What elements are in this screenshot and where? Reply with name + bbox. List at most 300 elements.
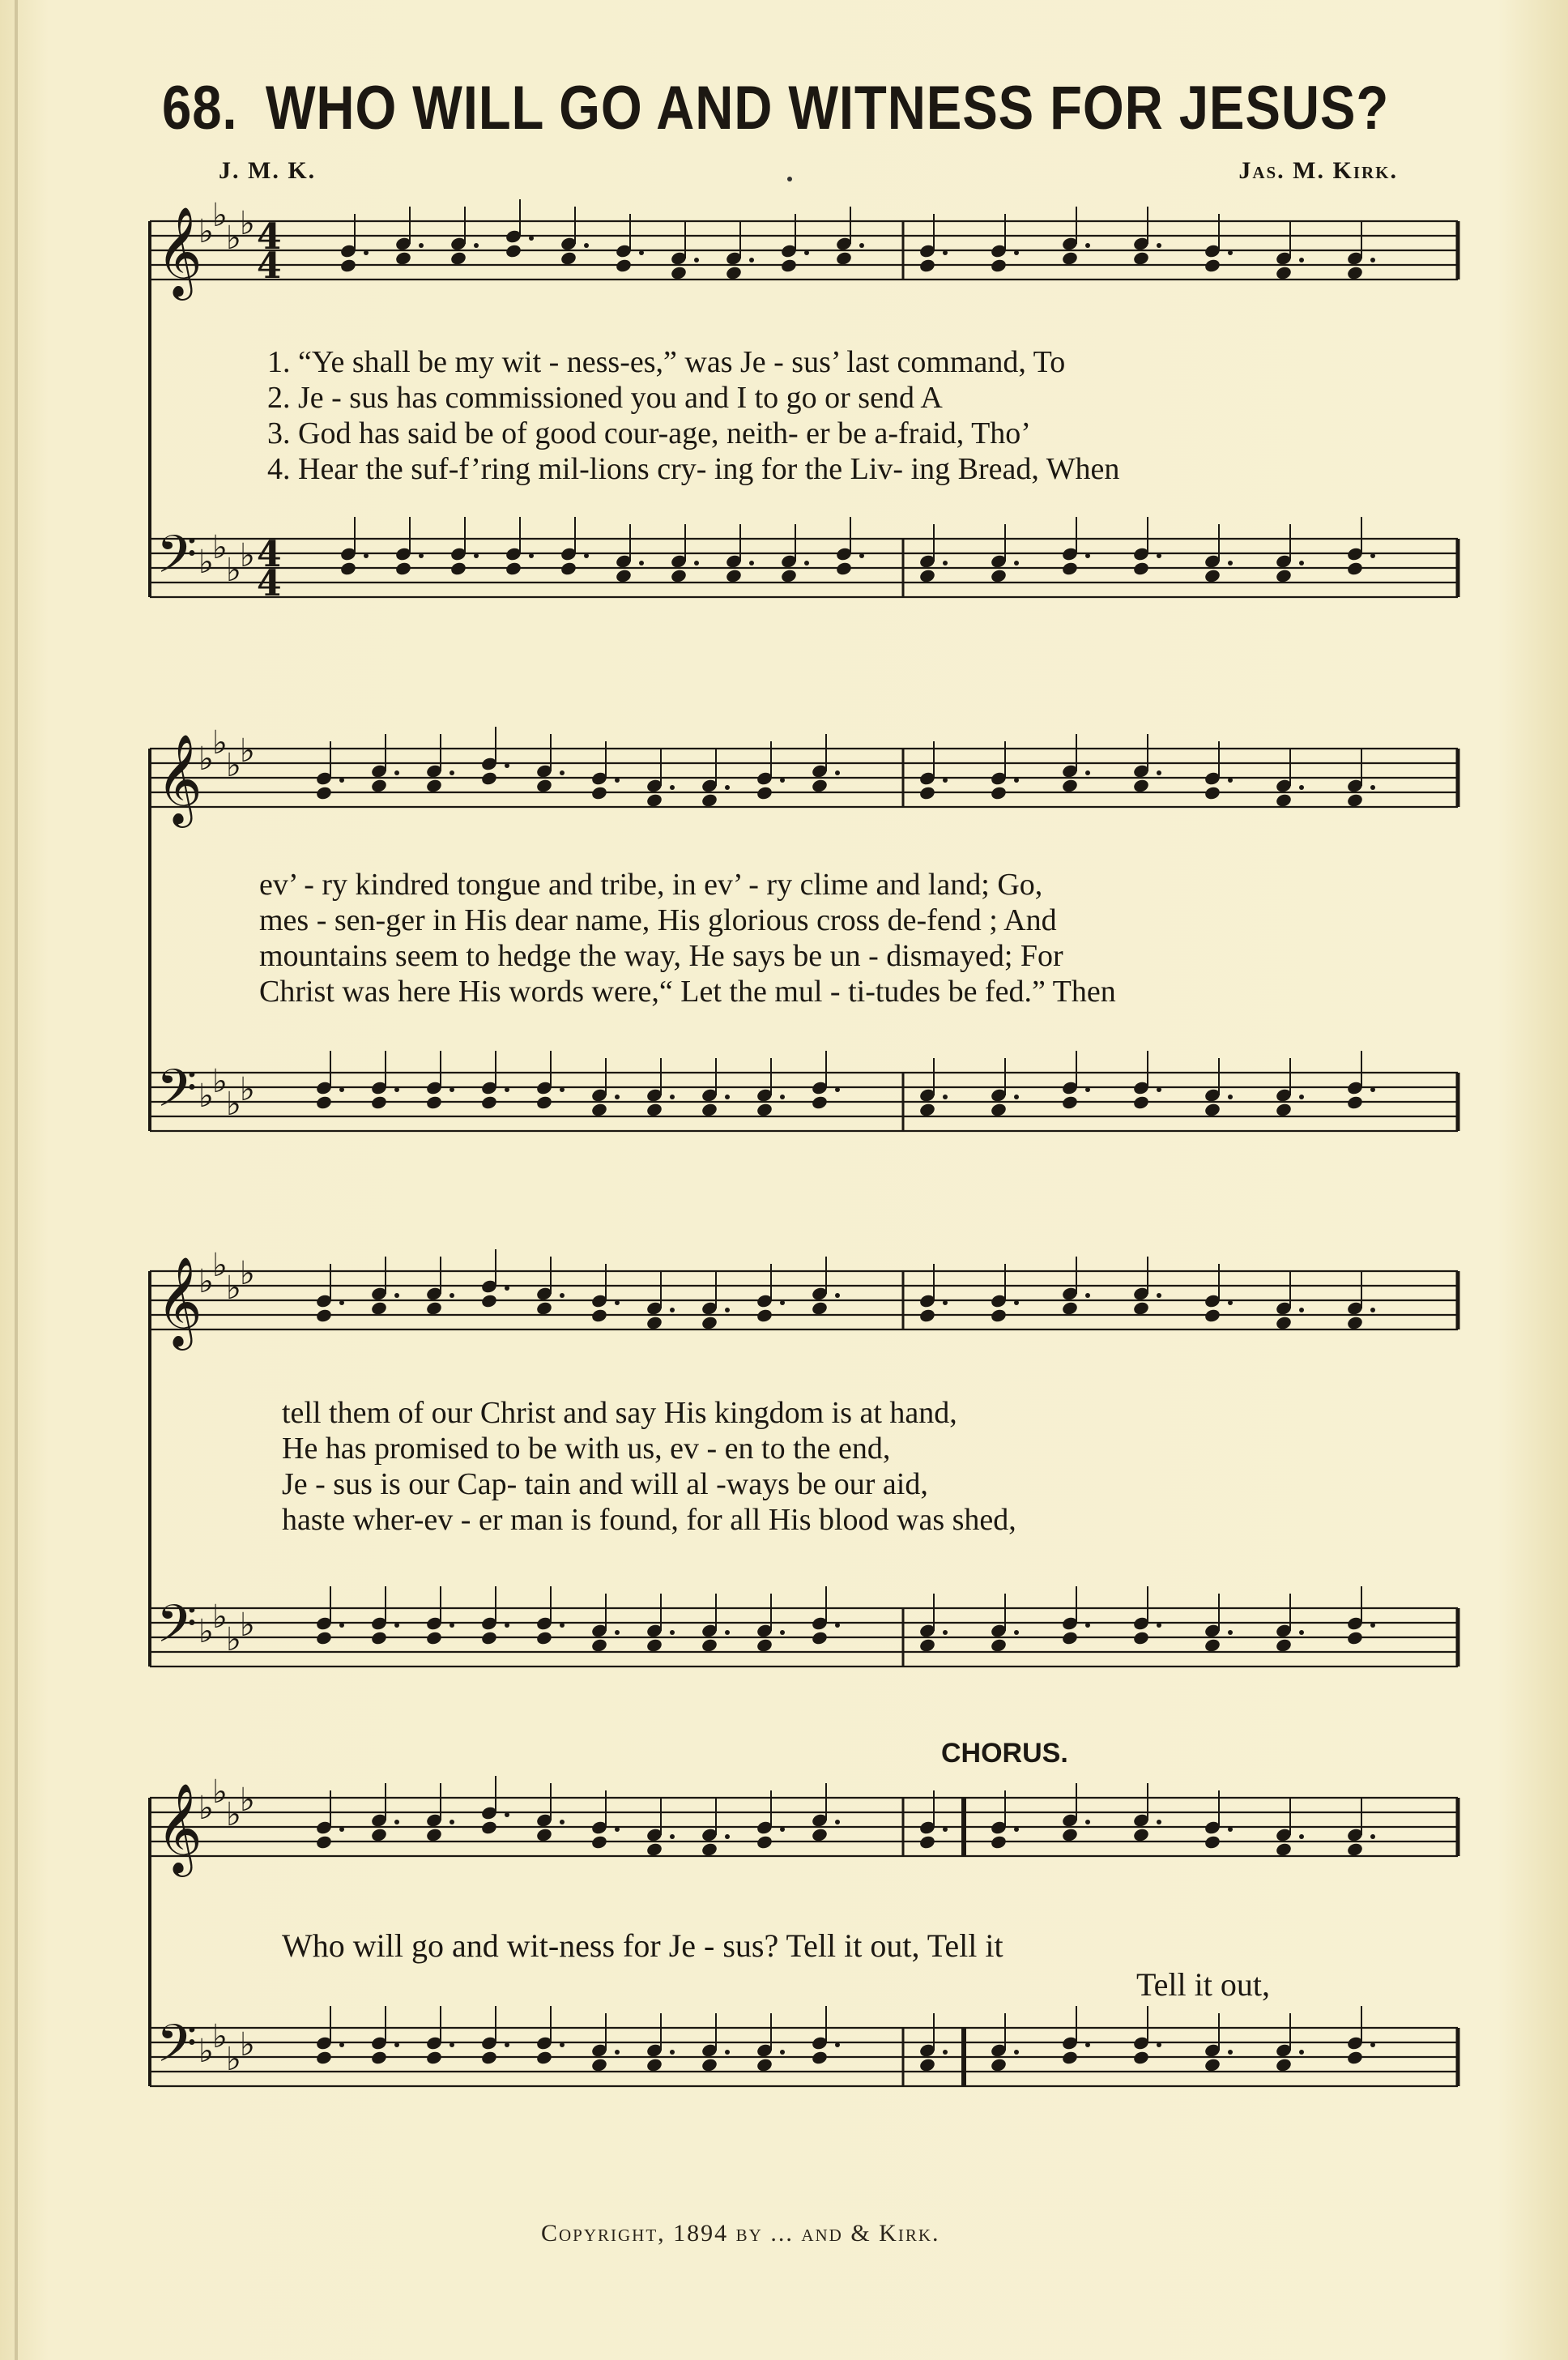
notehead [918, 1102, 936, 1117]
dot [450, 770, 454, 775]
dot [859, 243, 864, 248]
dot [339, 1623, 344, 1628]
dot [1299, 258, 1304, 262]
words-credit: J. M. K. [219, 157, 317, 184]
notehead [590, 1102, 608, 1117]
ink-dot [787, 177, 792, 181]
notehead [811, 2050, 829, 2065]
notehead [1061, 1827, 1079, 1842]
notehead [480, 1630, 498, 1645]
dot [615, 1630, 620, 1635]
notehead [480, 1820, 498, 1835]
notehead [560, 561, 577, 576]
notehead [425, 2050, 443, 2065]
notehead [535, 1827, 553, 1842]
dot [1157, 1623, 1161, 1628]
notehead [370, 1630, 388, 1645]
flat-icon: ♭ [212, 1247, 228, 1284]
dot [1157, 1820, 1161, 1824]
verse-2-line-1: 2. Je - sus has commissioned you and I to go or send A [267, 381, 943, 415]
notehead [590, 1308, 608, 1323]
note-row [918, 1257, 1375, 1331]
dot [1370, 1623, 1375, 1628]
note-row [315, 727, 903, 809]
dot [1299, 561, 1304, 565]
dot [1228, 2050, 1233, 2055]
dot [1157, 2042, 1161, 2047]
dot [670, 1308, 675, 1312]
dot [859, 553, 864, 558]
notehead [370, 2050, 388, 2065]
dot [450, 1820, 454, 1824]
note-row [315, 1249, 903, 1331]
flat-icon: ♭ [240, 1607, 255, 1644]
dot [1085, 243, 1090, 248]
dot [505, 1812, 509, 1817]
note-row [315, 2006, 903, 2086]
notehead [315, 1095, 333, 1110]
notehead [1275, 265, 1293, 280]
dot [394, 2042, 399, 2047]
flat-icon: ♭ [212, 1063, 228, 1100]
dot [1299, 1834, 1304, 1839]
dot [694, 561, 699, 565]
notehead [646, 1637, 663, 1653]
notehead [1204, 1308, 1221, 1323]
dot [1085, 1820, 1090, 1824]
note-row [918, 1783, 1375, 1858]
notehead [1204, 1102, 1221, 1117]
flat-icon: ♭ [198, 1613, 214, 1650]
dot [1228, 778, 1233, 783]
notehead [505, 561, 522, 576]
dot [1299, 1630, 1304, 1635]
dot [584, 243, 589, 248]
dot [419, 553, 424, 558]
notehead [1204, 2057, 1221, 2072]
notehead [480, 2050, 498, 2065]
dot [1370, 258, 1375, 262]
dot [1299, 1095, 1304, 1099]
notehead [990, 1834, 1008, 1850]
dot [560, 770, 565, 775]
dot [835, 1820, 840, 1824]
dot [1228, 250, 1233, 255]
music-system-4 [150, 1773, 1458, 2232]
notehead [425, 1300, 443, 1316]
notehead [918, 1308, 936, 1323]
dot [1157, 553, 1161, 558]
dot [560, 1293, 565, 1298]
verse-block-3 [282, 1395, 1568, 1538]
dot [1370, 1308, 1375, 1312]
notehead [370, 1827, 388, 1842]
notehead [615, 258, 633, 273]
notehead [370, 1300, 388, 1316]
verse-4-line-1: 4. Hear the suf-f’ring mil-lions cry- ing for the Liv- ing Bread, When [267, 452, 1120, 486]
notehead [646, 792, 663, 808]
notehead [918, 1637, 936, 1653]
staff [150, 749, 1458, 807]
bass-clef-icon: 𝄢 [156, 2014, 198, 2087]
notehead [918, 2057, 936, 2072]
notehead [425, 778, 443, 793]
notehead [990, 1102, 1008, 1117]
dot [639, 561, 644, 565]
dot [725, 1630, 730, 1635]
staff [150, 1608, 1458, 1667]
staff [150, 1798, 1458, 1856]
notehead [425, 1827, 443, 1842]
verse-2-line-2: mes - sen-ger in His dear name, His glorious cross de-fend ; And [259, 903, 1057, 937]
verse-1-line-3: tell them of our Christ and say His kingdom is at hand, [282, 1396, 957, 1430]
dot [1228, 561, 1233, 565]
notehead [535, 1300, 553, 1316]
notehead [811, 1300, 829, 1316]
treble-clef-icon: 𝄞 [156, 1256, 202, 1346]
notehead [315, 1308, 333, 1323]
notehead [701, 792, 718, 808]
dot [394, 1087, 399, 1092]
flat-icon: ♭ [226, 2041, 241, 2078]
note-row [339, 199, 903, 281]
dot [1157, 1087, 1161, 1092]
notehead [1132, 2050, 1150, 2065]
dot [1370, 785, 1375, 790]
dot [639, 250, 644, 255]
note-row [315, 1586, 903, 1667]
dot [474, 553, 479, 558]
flat-icon: ♭ [226, 220, 241, 257]
flat-icon: ♭ [226, 1086, 241, 1123]
time-signature-digit: 4 [257, 563, 282, 604]
dot [505, 763, 509, 768]
notehead [1346, 1841, 1364, 1857]
flat-icon: ♭ [226, 1796, 241, 1833]
notehead [701, 1315, 718, 1330]
notehead [1275, 792, 1293, 808]
notehead [1132, 1095, 1150, 1110]
dot [780, 1630, 785, 1635]
flat-icon: ♭ [240, 537, 255, 574]
notehead [1275, 2057, 1293, 2072]
notehead [615, 568, 633, 583]
verse-4-line-3: haste wher-ev - er man is found, for all His blood was shed, [282, 1503, 1016, 1537]
notehead [918, 785, 936, 800]
dot [615, 2050, 620, 2055]
note-row [918, 1051, 1375, 1118]
dot [1157, 770, 1161, 775]
notehead [1346, 1630, 1364, 1645]
dot [615, 778, 620, 783]
note-row [918, 2006, 1375, 2073]
verse-1-line-2: ev’ - ry kindred tongue and tribe, in ev’ - ry clime and land; Go, [259, 868, 1043, 902]
binding-edge [15, 0, 18, 2360]
notehead [835, 250, 853, 266]
notehead [480, 770, 498, 786]
verse-block-2 [259, 867, 1568, 1009]
flat-icon: ♭ [198, 544, 214, 581]
flat-icon: ♭ [212, 1773, 228, 1811]
note-row [918, 517, 1375, 584]
dot [1085, 1623, 1090, 1628]
dot [560, 1623, 565, 1628]
dot [943, 561, 948, 565]
notehead [990, 785, 1008, 800]
verse-2-line-3: He has promised to be with us, ev - en to the end, [282, 1432, 891, 1466]
notehead [394, 250, 412, 266]
copyright-footer: Copyright, 1894 by ... and & Kirk. [541, 2220, 940, 2247]
dot [339, 778, 344, 783]
flat-icon: ♭ [240, 732, 255, 770]
flat-icon: ♭ [212, 529, 228, 566]
notehead [370, 1095, 388, 1110]
dot [749, 258, 754, 262]
time-signature-digit: 4 [257, 534, 282, 575]
verse-3-line-1: 3. God has said be of good cour-age, neith- er be a-fraid, Tho’ [267, 416, 1031, 450]
dot [1014, 1095, 1019, 1099]
dot [1085, 1087, 1090, 1092]
dot [364, 553, 369, 558]
note-row [918, 1586, 1375, 1654]
dot [725, 1834, 730, 1839]
dot [670, 2050, 675, 2055]
notehead [646, 2057, 663, 2072]
hymn-title: WHO WILL GO AND WITNESS FOR JESUS? [265, 74, 1390, 143]
dot [1085, 1293, 1090, 1298]
notehead [1204, 1637, 1221, 1653]
dot [1370, 553, 1375, 558]
dot [780, 778, 785, 783]
dot [1370, 1087, 1375, 1092]
notehead [811, 1827, 829, 1842]
notehead [1061, 250, 1079, 266]
notehead [1346, 792, 1364, 808]
notehead [339, 258, 357, 273]
notehead [670, 568, 688, 583]
notehead [450, 561, 467, 576]
dot [780, 1827, 785, 1832]
dot [1014, 561, 1019, 565]
dot [835, 1293, 840, 1298]
dot [725, 1308, 730, 1312]
notehead [1204, 258, 1221, 273]
flat-icon: ♭ [212, 2018, 228, 2055]
notehead [756, 1102, 773, 1117]
dot [450, 1623, 454, 1628]
flat-icon: ♭ [226, 1621, 241, 1658]
dot [943, 778, 948, 783]
hymn-number: 68. [162, 74, 238, 143]
notehead [756, 1308, 773, 1323]
notehead [315, 2050, 333, 2065]
notehead [480, 1293, 498, 1308]
notehead [646, 1315, 663, 1330]
notehead [339, 561, 357, 576]
chorus-lyric-alt: Tell it out, [1136, 1966, 1270, 2003]
dot [394, 770, 399, 775]
notehead [1204, 1834, 1221, 1850]
notehead [756, 1834, 773, 1850]
dot [584, 553, 589, 558]
dot [835, 770, 840, 775]
dot [749, 561, 754, 565]
staff [150, 1271, 1458, 1329]
dot [1014, 2050, 1019, 2055]
dot [670, 1834, 675, 1839]
note-row [918, 734, 1375, 809]
dot [1014, 778, 1019, 783]
score-system-4 [150, 1773, 1458, 2232]
dot [670, 1630, 675, 1635]
chorus-lyric: Who will go and wit-ness for Je - sus? Tell it out, Tell it [282, 1927, 1003, 1964]
flat-icon: ♭ [212, 197, 228, 234]
notehead [990, 1637, 1008, 1653]
dot [450, 1087, 454, 1092]
dot [1228, 1827, 1233, 1832]
music-credit: Jas. M. Kirk. [1238, 157, 1398, 184]
treble-clef-icon: 𝄞 [156, 733, 202, 824]
dot [339, 1827, 344, 1832]
notehead [1346, 1315, 1364, 1330]
dot [1085, 553, 1090, 558]
verse-3-line-2: mountains seem to hedge the way, He says be un - dismayed; For [259, 939, 1063, 973]
notehead [1132, 1827, 1150, 1842]
note-row [339, 517, 903, 597]
notehead [701, 1102, 718, 1117]
dot [1085, 2042, 1090, 2047]
dot [943, 1827, 948, 1832]
dot [339, 2042, 344, 2047]
dot [1014, 1300, 1019, 1305]
treble-clef-icon: 𝄞 [156, 206, 202, 297]
dot [1157, 1293, 1161, 1298]
flat-icon: ♭ [240, 1071, 255, 1108]
dot [804, 250, 809, 255]
notehead [1275, 1637, 1293, 1653]
dot [1299, 2050, 1304, 2055]
dot [694, 258, 699, 262]
dot [670, 1095, 675, 1099]
dot [450, 2042, 454, 2047]
dot [943, 1300, 948, 1305]
hymn-title-line [162, 73, 1390, 143]
dot [560, 1087, 565, 1092]
dot [725, 2050, 730, 2055]
notehead [315, 1630, 333, 1645]
notehead [725, 265, 743, 280]
notehead [1061, 1300, 1079, 1316]
notehead [1275, 1841, 1293, 1857]
dot [474, 243, 479, 248]
notehead [918, 258, 936, 273]
dot [505, 1286, 509, 1291]
notehead [590, 785, 608, 800]
dot [1157, 243, 1161, 248]
notehead [1204, 568, 1221, 583]
notehead [480, 1095, 498, 1110]
flat-icon: ♭ [226, 552, 241, 589]
notehead [835, 561, 853, 576]
dot [615, 1827, 620, 1832]
staff [150, 2028, 1458, 2086]
dot [505, 1087, 509, 1092]
notehead [1132, 1300, 1150, 1316]
notehead [670, 265, 688, 280]
dot [1228, 1630, 1233, 1635]
notehead [990, 2057, 1008, 2072]
dot [835, 1087, 840, 1092]
notehead [1204, 785, 1221, 800]
dot [394, 1293, 399, 1298]
notehead [918, 1834, 936, 1850]
notehead [1346, 2050, 1364, 2065]
notehead [646, 1841, 663, 1857]
notehead [1061, 1630, 1079, 1645]
time-signature-digit: 4 [257, 216, 282, 258]
notehead [425, 1095, 443, 1110]
notehead [990, 1308, 1008, 1323]
flat-icon: ♭ [198, 2033, 214, 2070]
dot [725, 1095, 730, 1099]
dot [725, 785, 730, 790]
dot [560, 2042, 565, 2047]
dot [804, 561, 809, 565]
dot [943, 250, 948, 255]
notehead [370, 778, 388, 793]
notehead [1132, 1630, 1150, 1645]
notehead [1346, 1095, 1364, 1110]
staff [150, 1073, 1458, 1131]
dot [615, 1300, 620, 1305]
dot [943, 1095, 948, 1099]
notehead [1061, 778, 1079, 793]
dot [1014, 250, 1019, 255]
notehead [918, 568, 936, 583]
notehead [725, 568, 743, 583]
notehead [450, 250, 467, 266]
notehead [1132, 778, 1150, 793]
dot [364, 250, 369, 255]
notehead [590, 1834, 608, 1850]
notehead [535, 2050, 553, 2065]
notehead [811, 1630, 829, 1645]
treble-clef-icon: 𝄞 [156, 1782, 202, 1873]
dot [615, 1095, 620, 1099]
dot [1228, 1300, 1233, 1305]
dot [394, 1820, 399, 1824]
flat-icon: ♭ [240, 1255, 255, 1292]
notehead [990, 258, 1008, 273]
notehead [1132, 250, 1150, 266]
time-signature-digit: 4 [257, 245, 282, 287]
flat-icon: ♭ [240, 1782, 255, 1819]
verse-1-line-1: 1. “Ye shall be my wit - ness-es,” was Je - sus’ last command, To [267, 345, 1066, 379]
flat-icon: ♭ [198, 1790, 214, 1827]
notehead [1346, 265, 1364, 280]
notehead [1346, 561, 1364, 576]
dot [1370, 1834, 1375, 1839]
notehead [590, 1637, 608, 1653]
dot [529, 236, 534, 241]
note-row [918, 207, 1375, 281]
dot [1370, 2042, 1375, 2047]
dot [670, 785, 675, 790]
notehead [590, 2057, 608, 2072]
notehead [394, 561, 412, 576]
notehead [701, 1841, 718, 1857]
notehead [1061, 561, 1079, 576]
